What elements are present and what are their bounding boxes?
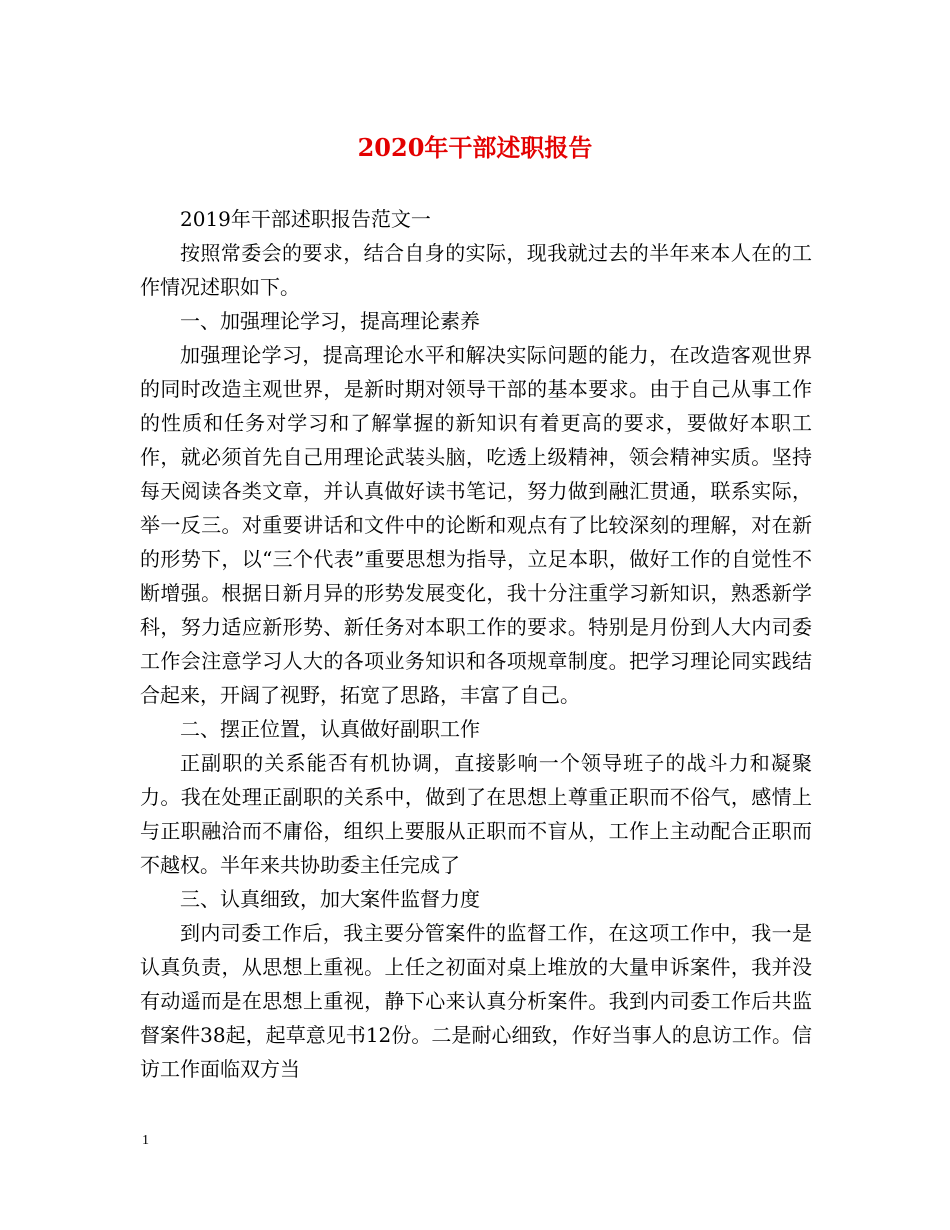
paragraph-section-2: 正副职的关系能否有机协调，直接影响一个领导班子的战斗力和凝聚力。我在处理正副职的关系中，做到了在思想上尊重正职而不俗气，感情上与正职融洽而不庸俗，组织上要服从正职而不盲从，工作上主动配合正职而不越权。半年来共协助委主任完成了 bbox=[140, 751, 812, 877]
document-title: 2020年干部述职报告 bbox=[357, 133, 593, 162]
paragraph-subtitle: 2019年干部述职报告范文一 bbox=[180, 207, 431, 231]
paragraph-section-3: 到内司委工作后，我主要分管案件的监督工作，在这项工作中，我一是认真负责，从思想上重视。上任之初面对桌上堆放的大量申诉案件，我并没有动遥而是在思想上重视，静下心来认真分析案件。我到内司委工作后共监督案件38起，起草意见书12份。二是耐心细致，作好当事人的息访工作。信访工作面临双方当 bbox=[140, 921, 812, 1081]
paragraph-intro: 按照常委会的要求，结合自身的实际，现我就过去的半年来本人在的工作情况述职如下。 bbox=[140, 241, 812, 299]
page-number: 1 bbox=[142, 1133, 149, 1148]
section-heading-3: 三、认真细致，加大案件监督力度 bbox=[180, 887, 480, 911]
document-body bbox=[140, 202, 812, 1086]
paragraph-section-1: 加强理论学习，提高理论水平和解决实际问题的能力，在改造客观世界的同时改造主观世界，是新时期对领导干部的基本要求。由于自己从事工作的性质和任务对学习和了解掌握的新知识有着更高的要求，要做好本职工作，就必须首先自己用理论武装头脑，吃透上级精神，领会精神实质。坚持每天阅读各类文章，并认真做好读书笔记，努力做到融汇贯通，联系实际，举一反三。对重要讲话和文件中的论断和观点有了比较深刻的理解，对在新的形势下，以“三个代表”重要思想为指导，立足本职，做好工作的自觉性不断增强。根据日新月异的形势发展变化，我十分注重学习新知识，熟悉新学科，努力适应新形势、新任务对本职工作的要求。特别是月份到人大内司委工作会注意学习人大的各项业务知识和各项规章制度。把学习理论同实践结合起来，开阔了视野，拓宽了思路，丰富了自己。 bbox=[140, 343, 812, 707]
section-heading-1: 一、加强理论学习，提高理论素养 bbox=[180, 309, 480, 333]
section-heading-2: 二、摆正位置，认真做好副职工作 bbox=[180, 717, 480, 741]
